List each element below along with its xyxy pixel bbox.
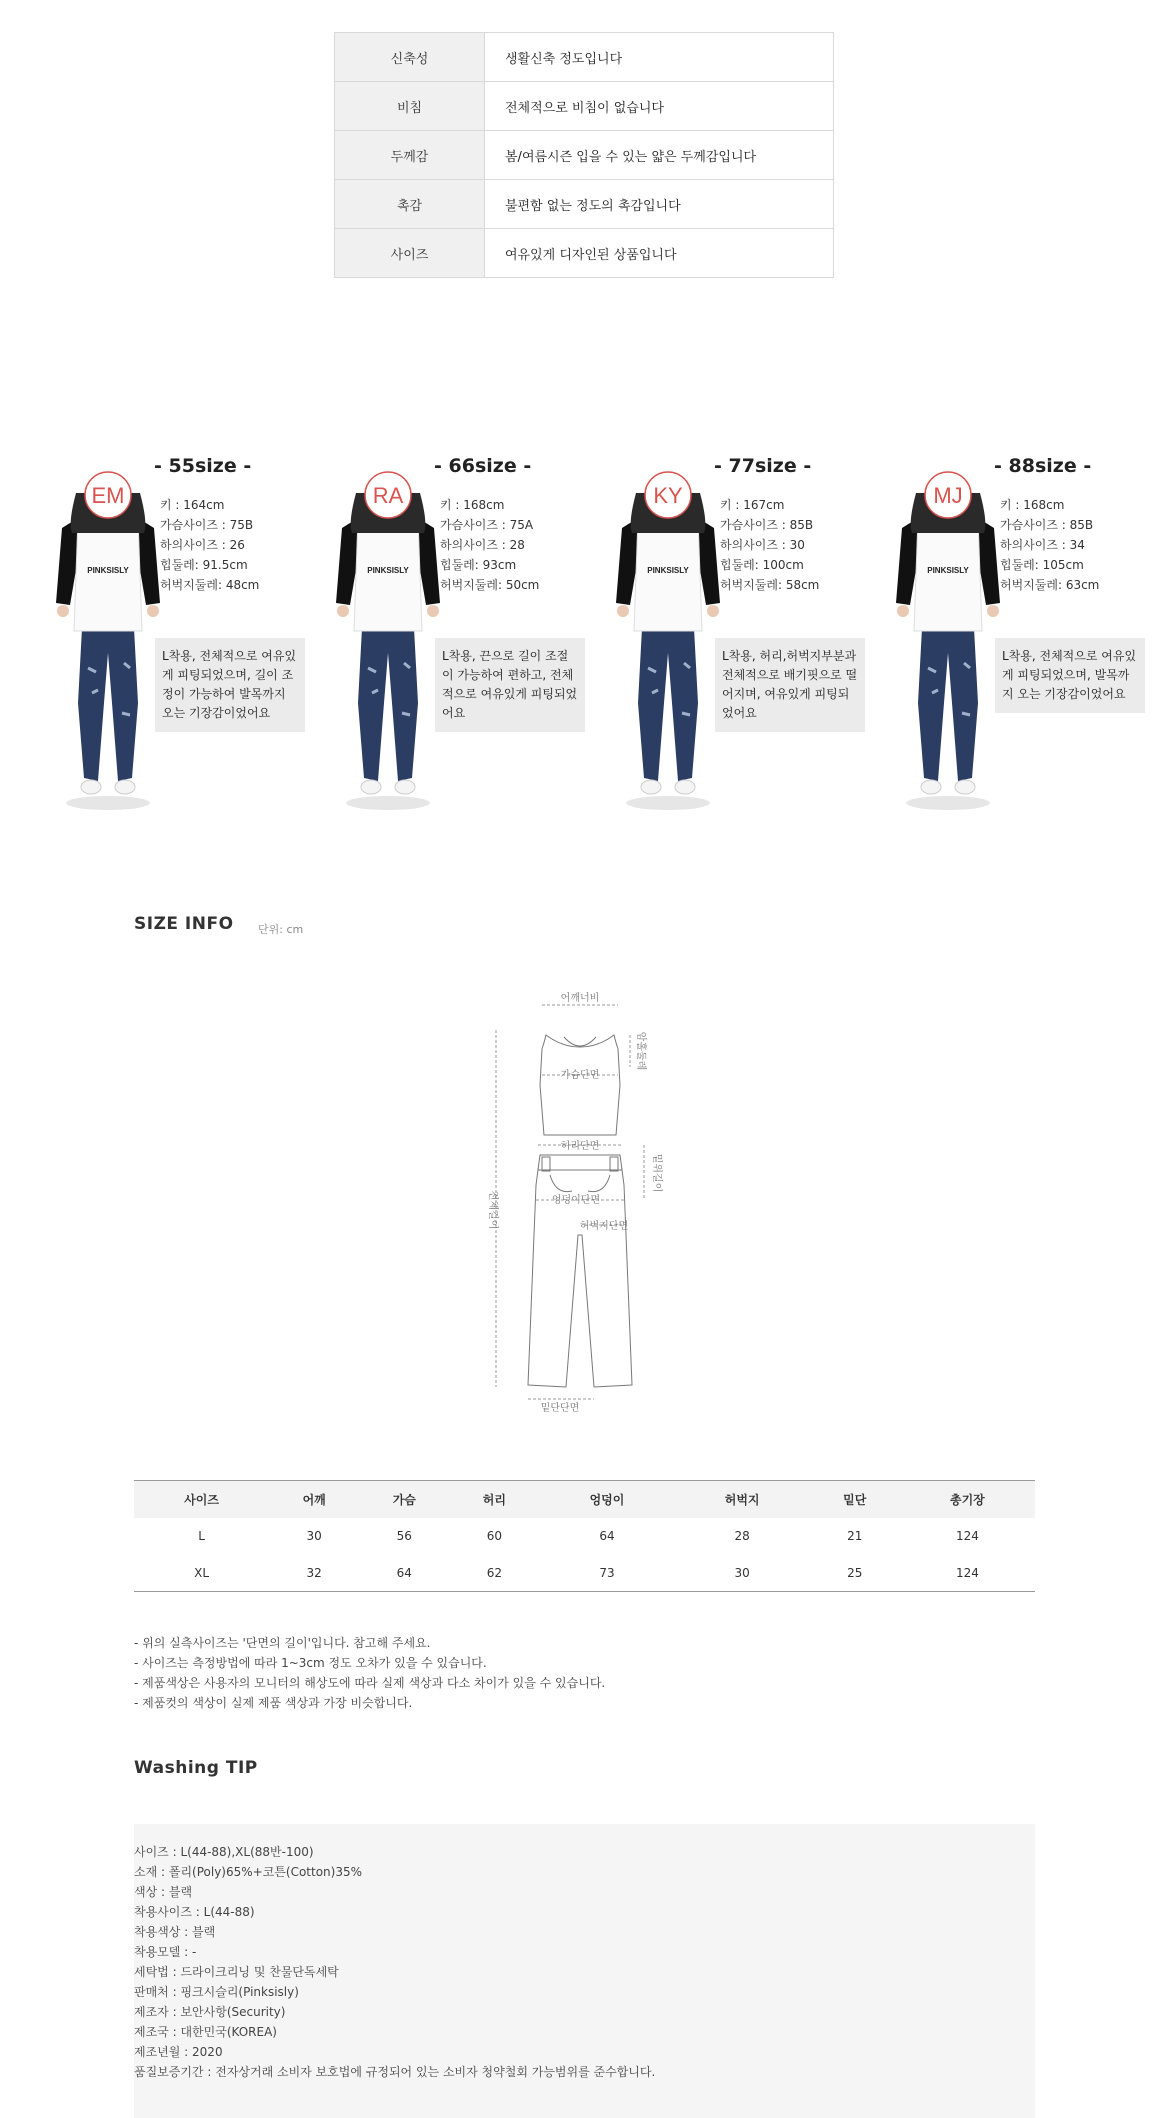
fabric-value: 봄/여름시즌 입을 수 있는 얇은 두께감입니다 <box>485 131 834 180</box>
model-card-mj <box>888 455 1163 815</box>
shirt-brand: PINKSISLY <box>647 566 689 575</box>
size-cell: 64 <box>359 1555 449 1592</box>
size-cell: 60 <box>486 1529 503 1543</box>
note-line: - 제품색상은 사용자의 모니터의 해상도에 따라 실제 색상과 다소 차이가 있을 수 있습니다. <box>134 1676 606 1690</box>
spec-line: 가슴사이즈 : 75B <box>160 518 254 532</box>
spec-line: 허벅지둘레: 63cm <box>1000 578 1100 592</box>
model-initials: MJ <box>933 483 963 508</box>
spec-line: 하의사이즈 : 28 <box>440 538 525 552</box>
spec-line: 허벅지둘레: 58cm <box>720 578 820 592</box>
size-info-title: SIZE INFO <box>134 914 234 934</box>
size-table-header <box>134 1481 1035 1518</box>
model-size: - 88size - <box>994 455 1092 477</box>
fabric-row <box>335 180 834 229</box>
size-cell: 21 <box>847 1529 863 1543</box>
model-size: - 55size - <box>154 455 252 477</box>
spec-line: 힙둘레: 105cm <box>1000 558 1084 572</box>
model-comment: L착용, 전체적으로 여유있게 피팅되었으며, 발목까지 오는 기장감이었어요 <box>995 638 1145 713</box>
fabric-label: 사이즈 <box>335 229 485 278</box>
label-armhole: 암홀둘레 <box>635 1031 646 1071</box>
label-hip: 엉덩이단면 <box>551 1195 601 1206</box>
size-cell: 64 <box>599 1529 615 1543</box>
model-size: - 66size - <box>434 455 532 477</box>
model-photo <box>608 463 728 813</box>
col-header: 어깨 <box>269 1481 359 1518</box>
spec-line: 힙둘레: 100cm <box>720 558 804 572</box>
spec-line: 키 : 168cm <box>1000 498 1065 512</box>
fabric-label: 신축성 <box>335 33 485 82</box>
shirt-brand: PINKSISLY <box>927 566 969 575</box>
spec-line: 허벅지둘레: 48cm <box>160 578 260 592</box>
col-header: 밑단 <box>810 1481 900 1518</box>
size-cell: 62 <box>449 1555 539 1592</box>
spec-line: 가슴사이즈 : 85B <box>720 518 814 532</box>
col-header: 가슴 <box>359 1481 449 1518</box>
model-specs <box>160 495 259 595</box>
spec-line: 키 : 167cm <box>720 498 785 512</box>
spec-line: 가슴사이즈 : 85B <box>1000 518 1094 532</box>
fabric-row <box>335 229 834 278</box>
size-cell: 124 <box>955 1529 979 1543</box>
fabric-row <box>335 131 834 180</box>
spec-line: 하의사이즈 : 30 <box>720 538 805 552</box>
fabric-value: 전체적으로 비침이 없습니다 <box>485 82 834 131</box>
label-rise: 밑위길이 <box>651 1153 662 1193</box>
col-header: 허리 <box>449 1481 539 1518</box>
model-photo <box>328 463 448 813</box>
info-line: 제조국 : 대한민국(KOREA) <box>134 2025 277 2039</box>
info-line: 착용색상 : 블랙 <box>134 1925 216 1939</box>
info-line: 사이즈 : L(44-88),XL(88반-100) <box>134 1845 314 1859</box>
fabric-table <box>334 32 834 278</box>
size-cell: 28 <box>734 1529 750 1543</box>
model-size: - 77size - <box>714 455 812 477</box>
size-cell: 32 <box>269 1555 359 1592</box>
model-comment: L착용, 허리,허벅지부분과 전체적으로 배기핏으로 떨어지며, 여유있게 피팅되었어요 <box>715 638 865 732</box>
model-card-ky <box>608 455 888 815</box>
label-chest: 가슴단면 <box>560 1070 600 1081</box>
model-card-em <box>48 455 328 815</box>
spec-line: 키 : 164cm <box>160 498 225 512</box>
size-cell: 30 <box>306 1529 322 1543</box>
col-header: 총기장 <box>900 1481 1035 1518</box>
fabric-value: 생활신축 정도입니다 <box>485 33 834 82</box>
model-photo <box>48 463 168 813</box>
spec-line: 힙둘레: 91.5cm <box>160 558 248 572</box>
info-line: 소재 : 폴리(Poly)65%+코튼(Cotton)35% <box>134 1865 363 1879</box>
info-line: 품질보증기간 : 전자상거래 소비자 보호법에 규정되어 있는 소비자 청약철회 가능범위를 준수합니다. <box>134 2065 656 2079</box>
col-header: 사이즈 <box>134 1481 269 1518</box>
model-specs <box>720 495 819 595</box>
table-row <box>134 1518 1035 1555</box>
fabric-value: 불편함 없는 정도의 촉감입니다 <box>485 180 834 229</box>
info-line: 색상 : 블랙 <box>134 1885 193 1899</box>
shirt-brand: PINKSISLY <box>87 566 129 575</box>
fabric-label: 두께감 <box>335 131 485 180</box>
model-comment: L착용, 끈으로 길이 조절이 가능하여 편하고, 전체적으로 여유있게 피팅되었어요 <box>435 638 585 732</box>
model-card-ra <box>328 455 608 815</box>
model-specs <box>440 495 539 595</box>
size-cell: XL <box>134 1555 269 1592</box>
col-header: 허벅지 <box>675 1481 810 1518</box>
size-table <box>134 1480 1035 1592</box>
label-total: 전체길이 <box>487 1190 498 1230</box>
note-line: - 위의 실측사이즈는 '단면의 길이'입니다. 참고해 주세요. <box>134 1636 431 1650</box>
note-line: - 제품컷의 색상이 실제 제품 색상과 가장 비슷합니다. <box>134 1696 413 1710</box>
model-initials: RA <box>372 483 404 508</box>
table-row <box>134 1555 1035 1592</box>
shirt-brand: PINKSISLY <box>367 566 409 575</box>
col-header: 엉덩이 <box>539 1481 674 1518</box>
info-line: 세탁법 : 드라이크리닝 및 찬물단독세탁 <box>134 1965 339 1979</box>
spec-line: 하의사이즈 : 34 <box>1000 538 1085 552</box>
model-photo <box>888 463 1008 813</box>
label-waist: 허리단면 <box>560 1141 600 1152</box>
spec-line: 허벅지둘레: 50cm <box>440 578 540 592</box>
model-specs <box>1000 495 1099 595</box>
size-cell: 25 <box>810 1555 900 1592</box>
fabric-label: 촉감 <box>335 180 485 229</box>
note-line: - 사이즈는 측정방법에 따라 1~3cm 정도 오차가 있을 수 있습니다. <box>134 1656 487 1670</box>
info-line: 착용사이즈 : L(44-88) <box>134 1905 255 1919</box>
size-cell: 56 <box>396 1529 412 1543</box>
spec-line: 가슴사이즈 : 75A <box>440 518 534 532</box>
fabric-row <box>335 33 834 82</box>
product-info-box <box>134 1824 1035 2118</box>
spec-line: 힙둘레: 93cm <box>440 558 517 572</box>
label-hem: 밑단단면 <box>540 1403 580 1414</box>
fabric-label: 비침 <box>335 82 485 131</box>
size-unit: 단위: cm <box>258 923 304 936</box>
spec-line: 하의사이즈 : 26 <box>160 538 245 552</box>
size-diagram <box>480 985 680 1435</box>
size-notes <box>134 1633 605 1713</box>
spec-line: 키 : 168cm <box>440 498 505 512</box>
info-line: 제조년월 : 2020 <box>134 2045 223 2059</box>
model-initials: EM <box>91 483 125 508</box>
size-cell: L <box>198 1529 205 1543</box>
info-line: 제조자 : 보안사항(Security) <box>134 2005 286 2019</box>
fabric-value: 여유있게 디자인된 상품입니다 <box>485 229 834 278</box>
size-cell: 30 <box>675 1555 810 1592</box>
model-initials: KY <box>653 483 683 508</box>
size-cell: 73 <box>539 1555 674 1592</box>
info-line: 착용모델 : - <box>134 1945 197 1959</box>
washing-title: Washing TIP <box>134 1758 258 1778</box>
info-line: 판매처 : 핑크시슬리(Pinksisly) <box>134 1985 299 1999</box>
label-shoulder: 어깨너비 <box>560 993 600 1004</box>
fabric-row <box>335 82 834 131</box>
label-thigh: 허벅지단면 <box>579 1221 629 1232</box>
model-comment: L착용, 전체적으로 여유있게 피팅되었으며, 길이 조정이 가능하여 발목까지 오는 기장감이었어요 <box>155 638 305 732</box>
size-cell: 124 <box>900 1555 1035 1592</box>
